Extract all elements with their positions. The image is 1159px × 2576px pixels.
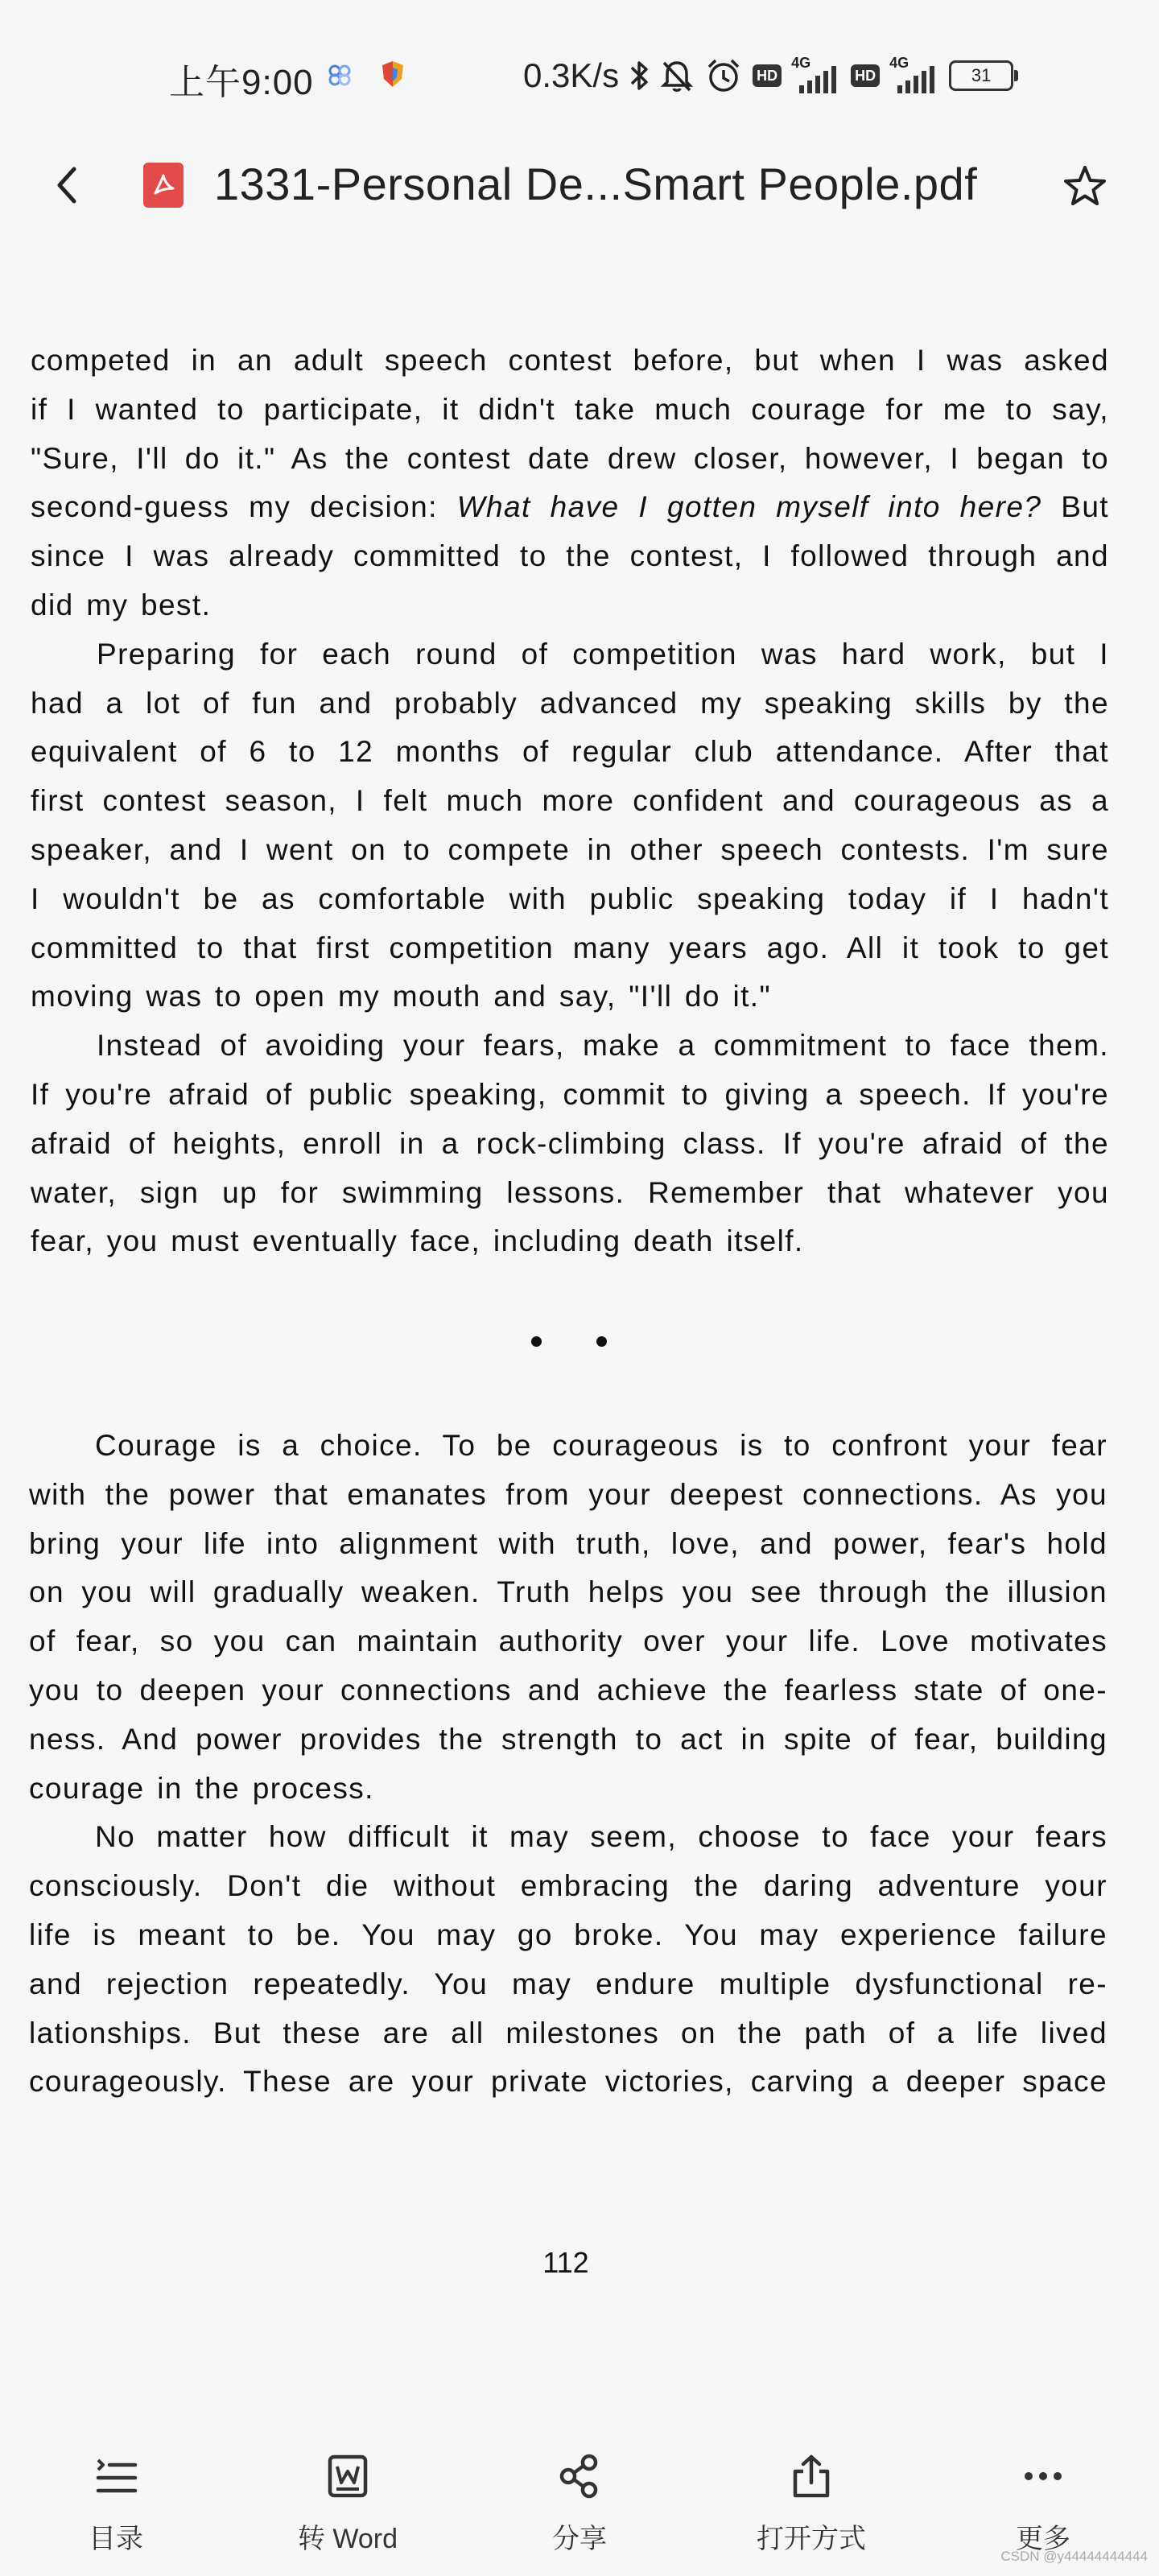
bluetooth-icon bbox=[629, 58, 650, 93]
status-icons bbox=[523, 53, 1013, 98]
signal-2-icon bbox=[889, 55, 939, 93]
alarm-icon bbox=[704, 57, 743, 94]
status-bar bbox=[0, 0, 1159, 153]
more-button[interactable] bbox=[955, 2454, 1132, 2556]
network-speed: 0.3K/s bbox=[523, 56, 620, 94]
text-line: since I was already committed to the contest, I followed through and bbox=[31, 539, 1109, 573]
list-icon bbox=[92, 2454, 140, 2499]
text-line: No matter how difficult it may seem, choose to face your fears bbox=[95, 1820, 1107, 1854]
text-segment: second-guess my decision: bbox=[31, 490, 457, 524]
text-line: Preparing for each round of competition was hard work, but I bbox=[97, 637, 1109, 671]
hd-badge-2: HD bbox=[851, 64, 880, 87]
text-line: first contest season, I felt much more confident and courageous as a bbox=[31, 784, 1109, 818]
text-line: if I wanted to participate, it didn't take much courage for me to say, bbox=[31, 392, 1109, 426]
text-line: moving was to open my mouth and say, "I'll do it." bbox=[31, 980, 772, 1013]
text-line: Instead of avoiding your fears, make a commitment to face them. bbox=[97, 1029, 1109, 1063]
text-line: I wouldn't be as comfortable with public speaking today if I hadn't bbox=[31, 881, 1109, 915]
text-line: and rejection repeatedly. You may endure multiple dysfunctional re- bbox=[29, 1967, 1107, 2000]
text-segment: But bbox=[1041, 490, 1109, 524]
text-line: afraid of heights, enroll in a rock-climbing class. If you're afraid of the bbox=[31, 1126, 1109, 1160]
text-line: Courage is a choice. To be courageous is to confront your fear bbox=[95, 1429, 1107, 1462]
document-title: 1331-Personal De...Smart People.pdf bbox=[214, 159, 978, 209]
text-line: bring your life into alignment with truth, love, and power, fear's hold bbox=[29, 1526, 1107, 1560]
page-body-bottom bbox=[29, 1422, 1107, 2107]
mute-bell-icon bbox=[659, 58, 695, 93]
hd-badge-1: HD bbox=[753, 64, 782, 87]
app-cloud-icon bbox=[325, 63, 354, 87]
word-doc-icon bbox=[324, 2454, 372, 2499]
toc-label: 目录 bbox=[89, 2524, 143, 2554]
text-line: with the power that emanates from your deepest connections. As you bbox=[29, 1477, 1107, 1511]
share-label: 分享 bbox=[552, 2524, 607, 2554]
more-label: 更多 bbox=[1016, 2524, 1070, 2554]
separator-dot bbox=[596, 1336, 607, 1347]
text-line: on you will gradually weaken. Truth helps you see through the illusion bbox=[29, 1575, 1107, 1609]
text-line: fear, you must eventually face, including death itself. bbox=[31, 1224, 804, 1258]
open-with-button[interactable] bbox=[723, 2454, 900, 2556]
bottom-toolbar bbox=[0, 2431, 1159, 2576]
page-number: 112 bbox=[542, 2246, 589, 2279]
text-line: courage in the process. bbox=[29, 1771, 374, 1805]
text-line: courageously. These are your private victories, carving a deeper space bbox=[29, 2065, 1107, 2099]
open-with-label: 打开方式 bbox=[757, 2524, 866, 2554]
text-line: consciously. Don't die without embracing the daring adventure your bbox=[29, 1869, 1107, 1903]
text-line: water, sign up for swimming lessons. Remember that whatever you bbox=[31, 1175, 1109, 1209]
text-line: equivalent of 6 to 12 months of regular club attendance. After that bbox=[31, 735, 1109, 769]
favorite-star-icon[interactable] bbox=[1061, 163, 1109, 211]
section-break bbox=[531, 1336, 607, 1347]
toc-button[interactable] bbox=[27, 2454, 204, 2556]
separator-dot bbox=[531, 1336, 542, 1347]
text-line: lationships. But these are all milestones on the path of a life lived bbox=[29, 2016, 1107, 2050]
text-line: "Sure, I'll do it." As the contest date drew closer, however, I began to bbox=[31, 441, 1109, 475]
text-line: life is meant to be. You may go broke. You may experience failure bbox=[29, 1918, 1107, 1951]
page-body-top bbox=[31, 336, 1109, 1266]
text-line: If you're afraid of public speaking, commit to giving a speech. If you're bbox=[31, 1077, 1109, 1111]
text-line: you to deepen your connections and achieve the fearless state of one- bbox=[29, 1673, 1107, 1707]
text-line: competed in an adult speech contest before, but when I was asked bbox=[31, 344, 1109, 377]
convert-word-label: 转 Word bbox=[297, 2524, 398, 2554]
italic-question: What have I gotten myself into here? bbox=[456, 490, 1042, 524]
battery-icon: 31 bbox=[949, 60, 1013, 91]
convert-word-button[interactable] bbox=[259, 2454, 436, 2556]
app-shield-icon bbox=[380, 60, 406, 89]
text-line: committed to that first competition many years ago. All it took to get bbox=[31, 931, 1109, 964]
upload-icon bbox=[787, 2454, 835, 2499]
watermark: CSDN @y44444444444 bbox=[1000, 2549, 1148, 2564]
text-line: of fear, so you can maintain authority over your life. Love motivates bbox=[29, 1624, 1107, 1658]
more-dots-icon bbox=[1019, 2454, 1067, 2499]
text-line: speaker, and I went on to compete in other speech contests. I'm sure bbox=[31, 832, 1109, 866]
network-type-1: 4G bbox=[791, 55, 811, 71]
pdf-file-icon bbox=[143, 163, 184, 208]
network-type-2: 4G bbox=[889, 55, 909, 71]
text-line: did my best. bbox=[31, 588, 212, 621]
status-time: 上午9:00 bbox=[169, 63, 314, 102]
text-line: ness. And power provides the strength to act in spite of fear, building bbox=[29, 1722, 1107, 1756]
share-icon bbox=[555, 2454, 604, 2499]
text-line: had a lot of fun and probably advanced my speaking skills by the bbox=[31, 686, 1109, 720]
back-chevron-icon[interactable] bbox=[48, 161, 89, 209]
share-button[interactable] bbox=[491, 2454, 668, 2556]
text-line bbox=[31, 483, 1109, 532]
signal-1-icon bbox=[791, 55, 841, 93]
